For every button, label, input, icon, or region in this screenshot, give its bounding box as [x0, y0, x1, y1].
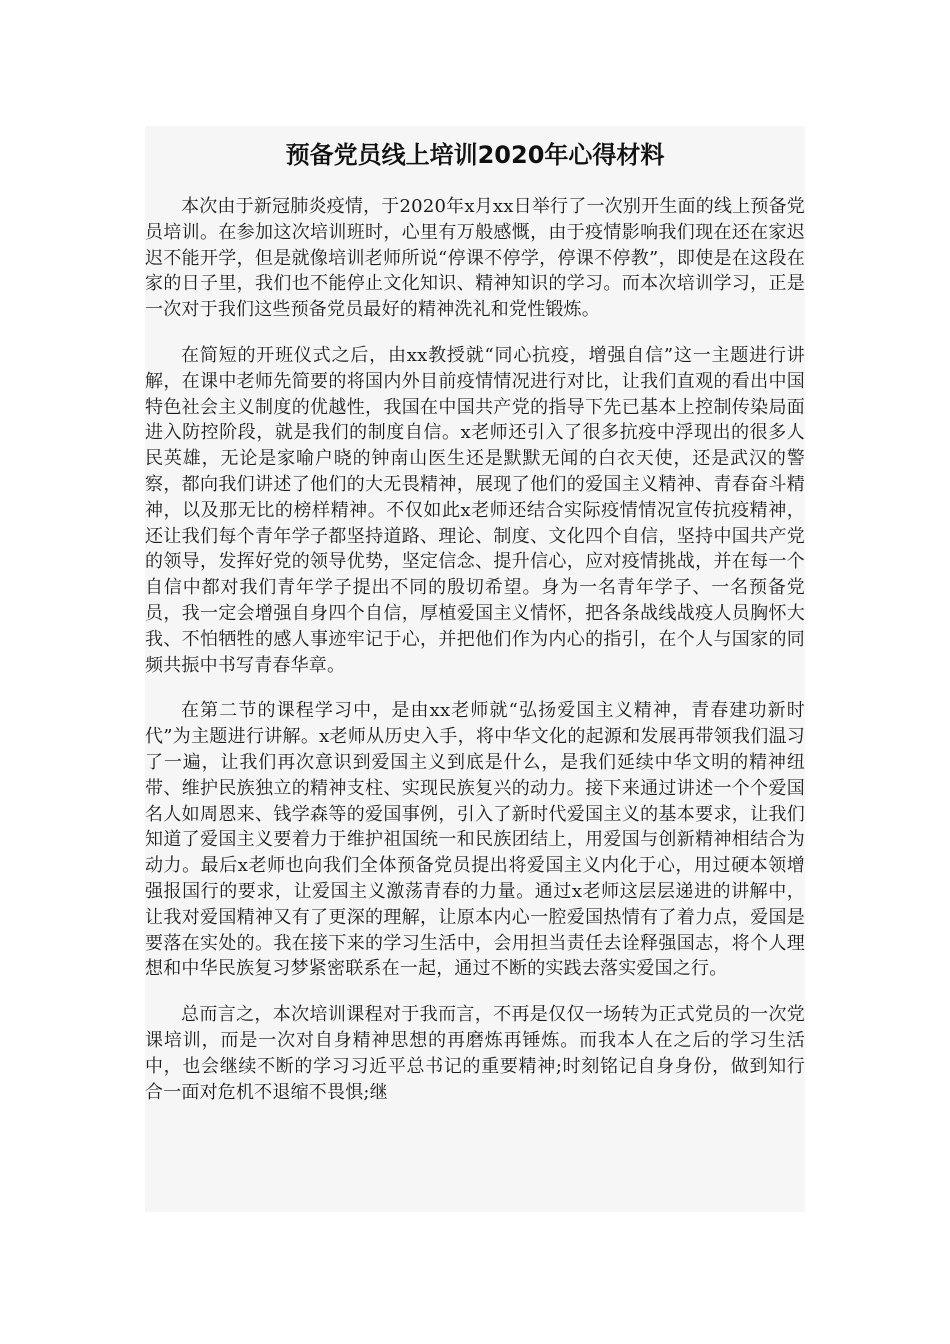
document-page [145, 126, 805, 1212]
paragraph-conclusion: 总而言之，本次培训课程对于我而言，不再是仅仅一场转为正式党员的一次党课培训，而是一次对自身精神思想的再磨炼再锤炼。而我本人在之后的学习生活中，也会继续不断的学习习近平总书记的重要精神;时刻铭记自身身份，做到知行合一面对危机不退缩不畏惧;继 [145, 1004, 805, 1103]
paragraph-first-session: 在简短的开班仪式之后，由xx教授就“同心抗疫，增强自信”这一主题进行讲解，在课中老师先简要的将国内外目前疫情情况进行对比，让我们直观的看出中国特色社会主义制度的优越性，我国在中国共产党的指导下先已基本上控制传染局面进入防控阶段，就是我们的制度自信。x老师还引入了很多抗疫中浮现出的很多人民英雄，无论是家喻户晓的钟南山医生还是默默无闻的白衣天使，还是武汉的警察，都向我们讲述了他们的大无畏精神，展现了他们的爱国主义精神、青春奋斗精神，以及那无比的榜样精神。不仅如此x老师还结合实际疫情情况宣传抗疫精神，还让我们每个青年学子都坚持道路、理论、制度、文化四个自信，坚持中国共产党的领导，发挥好党的领导优势，坚定信念、提升信心，应对疫情挑战，并在每一个自信中都对我们青年学子提出不同的殷切希望。身为一名青年学子、一名预备党员，我一定会增强自身四个自信，厚植爱国主义情怀，把各条战线战疫人员胸怀大我、不怕牺牲的感人事迹牢记于心，并把他们作为内心的指引，在个人与国家的同频共振中书写青春华章。 [145, 344, 805, 676]
paragraph-second-session: 在第二节的课程学习中，是由xx老师就“弘扬爱国主义精神，青春建功新时代”为主题进行讲解。x老师从历史入手，将中华文化的起源和发展再带领我们温习了一遍，让我们再次意识到爱国主义到底是什么，是我们延续中华文明的精神纽带、维护民族独立的精神支柱、实现民族复兴的动力。接下来通过讲述一个个爱国名人如周恩来、钱学森等的爱国事例，引入了新时代爱国主义的基本要求，让我们知道了爱国主义要着力于维护祖国统一和民族团结上，用爱国与创新精神相结合为动力。最后x老师也向我们全体预备党员提出将爱国主义内化于心，用过硬本领增强报国行的要求，让爱国主义激荡青春的力量。通过x老师这层层递进的讲解中，让我对爱国精神又有了更深的理解，让原本内心一腔爱国热情有了着力点，爱国是要落在实处的。我在接下来的学习生活中，会用担当责任去诠释强国志，将个人理想和中华民族复习梦紧密联系在一起，通过不断的实践去落实爱国之行。 [145, 700, 805, 980]
document-title: 预备党员线上培训2020年心得材料 [285, 141, 665, 169]
paragraph-intro: 本次由于新冠肺炎疫情，于2020年x月xx日举行了一次别开生面的线上预备党员培训。在参加这次培训班时，心里有万般感慨，由于疫情影响我们现在还在家迟迟不能开学，但是就像培训老师所说“停课不停学，停课不停教”，即使是在这段在家的日子里，我们也不能停止文化知识、精神知识的学习。而本次培训学习，正是一次对于我们这些预备党员最好的精神洗礼和党性锻炼。 [145, 196, 805, 321]
